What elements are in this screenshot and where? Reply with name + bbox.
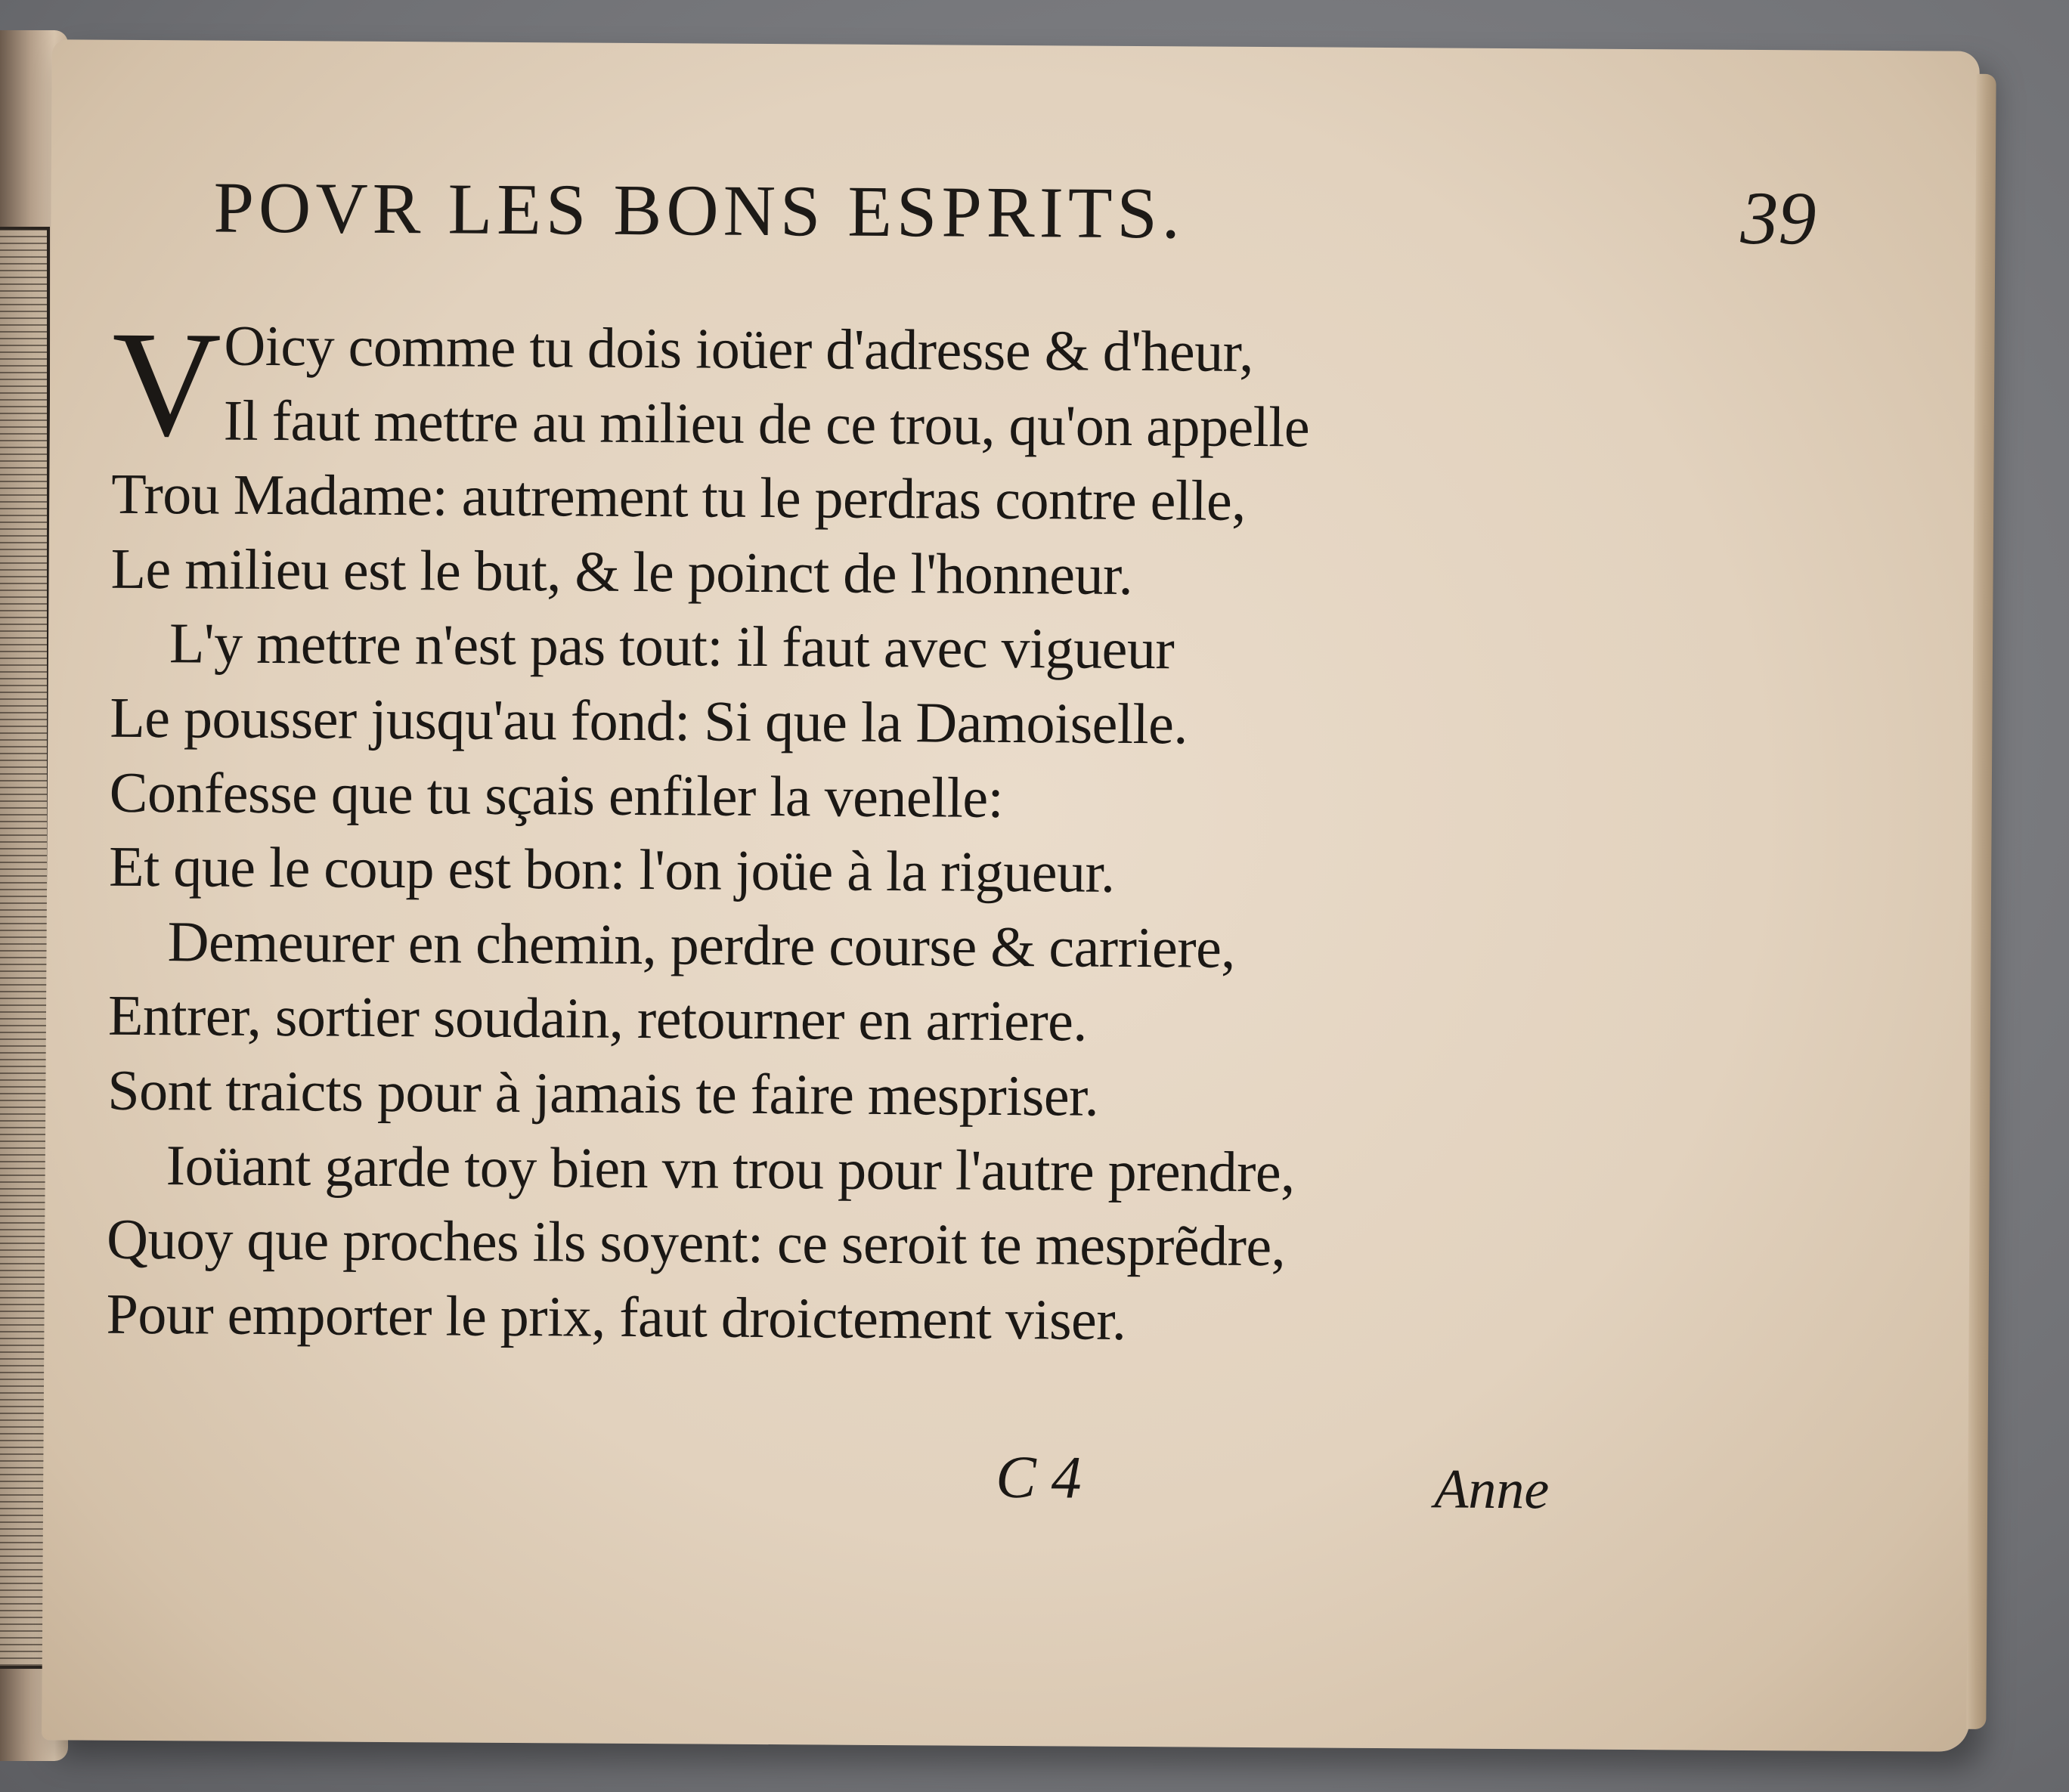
- signature-mark: C 4: [996, 1444, 1082, 1512]
- poem-line: Ioüant garde toy bien vn trou pour l'autre prendre,: [166, 1133, 1295, 1204]
- poem-line: Et que le coup est bon: l'on joüe à la rigueur.: [108, 834, 1115, 905]
- poem-line: Demeurer en chemin, perdre course & carriere,: [167, 909, 1236, 980]
- poem-line: Il faut mettre au milieu de ce trou, qu'on appelle: [223, 388, 1310, 459]
- poem-line: Sont traicts pour à jamais te faire mespriser.: [107, 1058, 1099, 1128]
- poem-line: Oicy comme tu dois ioüer d'adresse & d'heur,: [224, 314, 1254, 384]
- poem-line: Trou Madame: autrement tu le perdras contre elle,: [110, 462, 1247, 534]
- poem-line: Pour emporter le prix, faut droictement viser.: [106, 1282, 1126, 1352]
- page-number: 39: [1740, 175, 1817, 261]
- poem-line: Confesse que tu sçais enfiler la venelle:: [109, 760, 1004, 830]
- poem-line: Le pousser jusqu'au fond: Si que la Damoiselle.: [110, 686, 1188, 757]
- poem-line: Le milieu est le but, & le poinct de l'honneur.: [110, 537, 1133, 607]
- running-head-title: POVR LES BONS ESPRITS.: [213, 166, 1185, 254]
- book-page: [42, 39, 1980, 1752]
- catchword: Anne: [1433, 1458, 1550, 1521]
- facing-page-engraving: [0, 227, 50, 1669]
- poem-text: [106, 300, 1737, 1361]
- drop-cap: V: [111, 300, 221, 469]
- running-head: [213, 166, 1817, 261]
- poem-line: Entrer, sortier soudain, retourner en arriere.: [107, 984, 1088, 1054]
- poem-line: L'y mettre n'est pas tout: il faut avec vigueur: [169, 611, 1175, 682]
- poem-line: Quoy que proches ils soyent: ce seroit te mesprẽdre,: [106, 1207, 1286, 1279]
